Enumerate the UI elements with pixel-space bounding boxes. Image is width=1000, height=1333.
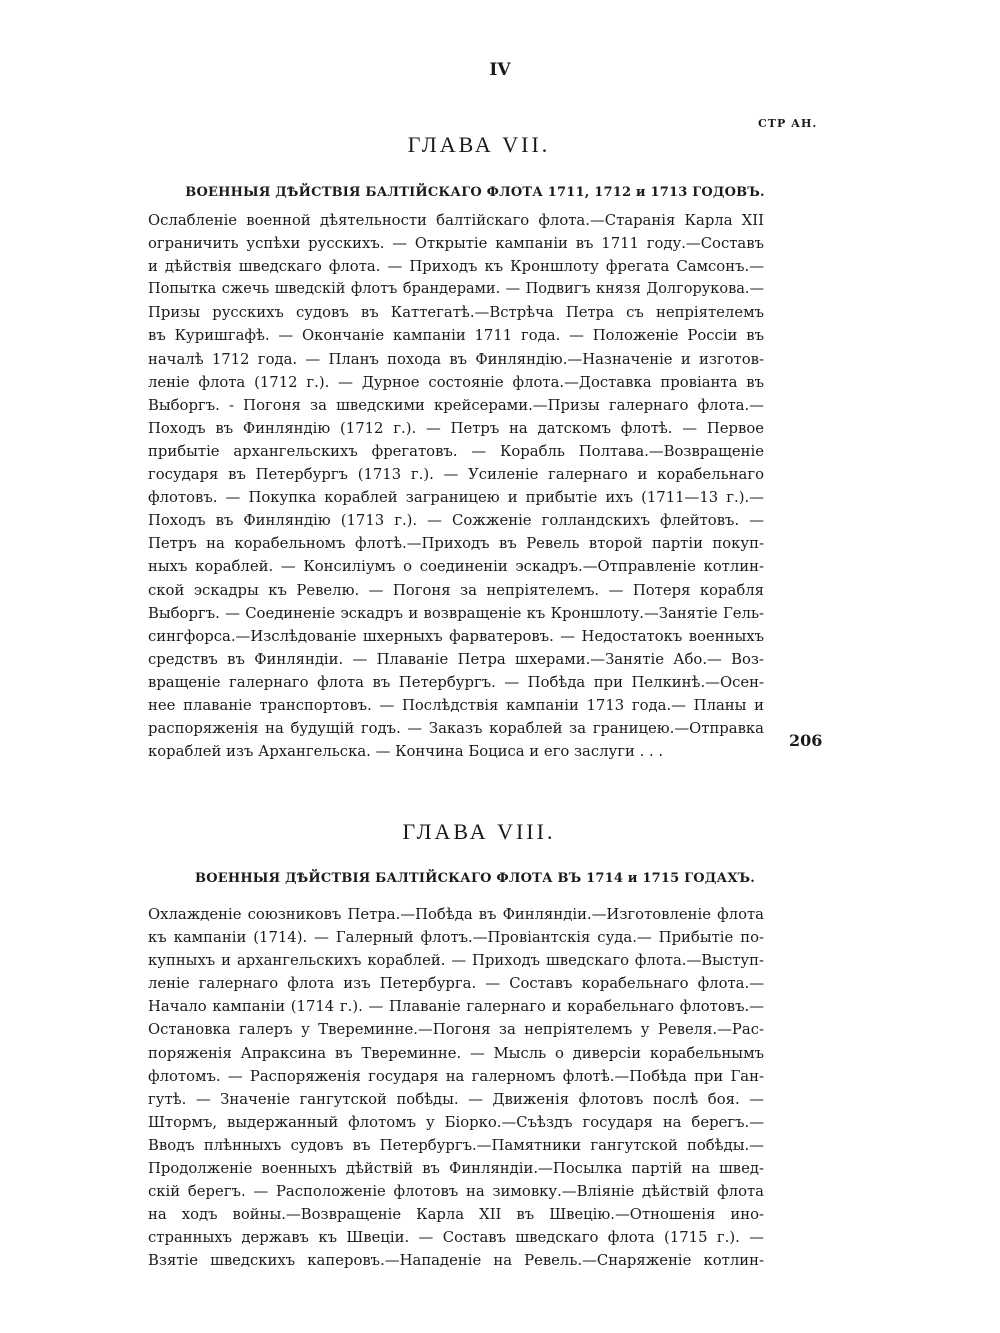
- chapter-subtitle: ВОЕННЫЯ ДѢЙСТВІЯ БАЛТІЙСКАГО ФЛОТА 1711, 1712 и 1713 ГОДОВЪ.: [185, 185, 765, 200]
- chapter-title: ГЛАВА VIII.: [402, 819, 556, 844]
- chapter-subtitle: ВОЕННЫЯ ДѢЙСТВІЯ БАЛТІЙСКАГО ФЛОТА ВЪ 1714 и 1715 ГОДАХЪ.: [195, 871, 755, 886]
- summary-line: Охлажденіе союзниковъ Петра.—Побѣда въ Финляндіи.—Изготовленіе флота: [148, 906, 764, 923]
- summary-line: ской эскадры къ Ревелю. — Погоня за непріятелемъ. — Потеря корабля: [148, 581, 764, 599]
- summary-line: нее плаваніе транспортовъ. — Послѣдствія кампаніи 1713 года.— Планы и: [148, 696, 764, 714]
- summary-line: странныхъ державъ къ Швеціи. — Составъ шведскаго флота (1715 г.). —: [148, 1229, 764, 1247]
- summary-line: сингфорса.—Изслѣдованіе шхерныхъ фарватеровъ. — Недостатокъ военныхъ: [148, 627, 764, 645]
- chapter-summary: [148, 209, 764, 763]
- summary-line: Продолженіе военныхъ дѣйствій въ Финляндіи.—Посылка партій на швед-: [148, 1160, 764, 1178]
- summary-line: ныхъ кораблей. — Консиліумъ о соединеніи эскадръ.—Отправленіе котлин-: [148, 558, 764, 576]
- summary-line: гутѣ. — Значеніе гангутской побѣды. — Движенія флотовъ послѣ боя. —: [148, 1090, 764, 1108]
- summary-line: Петръ на корабельномъ флотѣ.—Приходъ въ Ревель второй партіи покуп-: [148, 535, 764, 553]
- summary-line: прибытіе архангельскихъ фрегатовъ. — Корабль Полтава.—Возвращеніе: [148, 442, 764, 460]
- summary-line: Походъ въ Финляндію (1712 г.). — Петръ на датскомъ флотѣ. — Первое: [148, 419, 764, 437]
- summary-line: кораблей изъ Архангельска. — Кончина Боциса и его заслуги . . .: [148, 743, 664, 761]
- summary-line: ограничить успѣхи русскихъ. — Открытіе кампаніи въ 1711 году.—Составъ: [148, 235, 764, 253]
- summary-line: Вводъ плѣнныхъ судовъ въ Петербургъ.—Памятники гангутской побѣды.—: [148, 1136, 764, 1154]
- summary-line: Ослабленіе военной дѣятельности балтійскаго флота.—Старанія Карла XII: [148, 212, 764, 229]
- summary-line: купныхъ и архангельскихъ кораблей. — Приходъ шведскаго флота.—Выступ-: [148, 952, 764, 970]
- summary-line: Попытка сжечь шведскій флотъ брандерами. — Подвигъ князя Долгорукова.—: [148, 281, 764, 298]
- summary-line: государя въ Петербургъ (1713 г.). — Усиленіе галернаго и корабельнаго: [148, 466, 764, 484]
- page-number: IV: [489, 60, 511, 80]
- chapter-summary: [148, 903, 764, 1273]
- chapter-page-ref: 206: [789, 731, 823, 750]
- summary-line: флотомъ. — Распоряженія государя на галерномъ флотѣ.—Побѣда при Ган-: [148, 1067, 764, 1085]
- summary-line: Выборгъ. - Погоня за шведскими крейсерами.—Призы галернаго флота.—: [148, 396, 764, 414]
- summary-line: скій берегъ. — Расположеніе флотовъ на зимовку.—Вліяніе дѣйствій флота: [148, 1183, 764, 1201]
- summary-line: Призы русскихъ судовъ въ Каттегатѣ.—Встрѣча Петра съ непріятелемъ: [148, 304, 764, 322]
- summary-line: на ходъ войны.—Возвращеніе Карла XII въ Швецію.—Отношенія ино-: [148, 1206, 764, 1224]
- summary-line: флотовъ. — Покупка кораблей заграницею и прибытіе ихъ (1711—13 г.).—: [148, 489, 764, 507]
- summary-line: Взятіе шведскихъ каперовъ.—Нападеніе на Ревель.—Снаряженіе котлин-: [148, 1252, 764, 1270]
- summary-line: леніе галернаго флота изъ Петербурга. — Составъ корабельнаго флота.—: [148, 975, 764, 993]
- summary-line: Штормъ, выдержанный флотомъ у Біорко.—Съѣздъ государя на берегъ.—: [148, 1113, 764, 1131]
- summary-line: вращеніе галернаго флота въ Петербургъ. — Побѣда при Пелкинѣ.—Осен-: [148, 673, 764, 691]
- summary-line: Начало кампаніи (1714 г.). — Плаваніе галернаго и корабельнаго флотовъ.—: [148, 998, 764, 1016]
- summary-line: распоряженія на будущій годъ. — Заказъ кораблей за границею.—Отправка: [148, 720, 764, 738]
- summary-line: Остановка галеръ у Твереминне.—Погоня за непріятелемъ у Ревеля.—Рас-: [148, 1021, 764, 1039]
- summary-line: поряженія Апраксина въ Твереминне. — Мысль о диверсіи корабельнымъ: [148, 1044, 764, 1062]
- summary-line: леніе флота (1712 г.). — Дурное состояніе флота.—Доставка провіанта въ: [148, 373, 764, 391]
- summary-line: Походъ въ Финляндію (1713 г.). — Сожженіе голландскихъ флейтовъ. —: [148, 512, 764, 530]
- summary-line: средствъ въ Финляндіи. — Плаваніе Петра шхерами.—Занятіе Або.— Воз-: [148, 650, 764, 668]
- summary-line: къ кампаніи (1714). — Галерный флотъ.—Провіантскія суда.— Прибытіе по-: [148, 929, 764, 947]
- summary-line: Выборгъ. — Соединеніе эскадръ и возвращеніе къ Кроншлоту.—Занятіе Гель-: [148, 604, 764, 622]
- summary-line: началѣ 1712 года. — Планъ похода въ Финляндію.—Назначеніе и изготов-: [148, 350, 764, 368]
- summary-line: и дѣйствія шведскаго флота. — Приходъ къ Кроншлоту фрегата Самсонъ.—: [148, 258, 764, 276]
- page-column-label: СТР АН.: [758, 117, 818, 130]
- chapter-title: ГЛАВА VII.: [407, 132, 551, 157]
- summary-line: въ Куришгафѣ. — Окончаніе кампаніи 1711 года. — Положеніе Россіи въ: [148, 327, 764, 345]
